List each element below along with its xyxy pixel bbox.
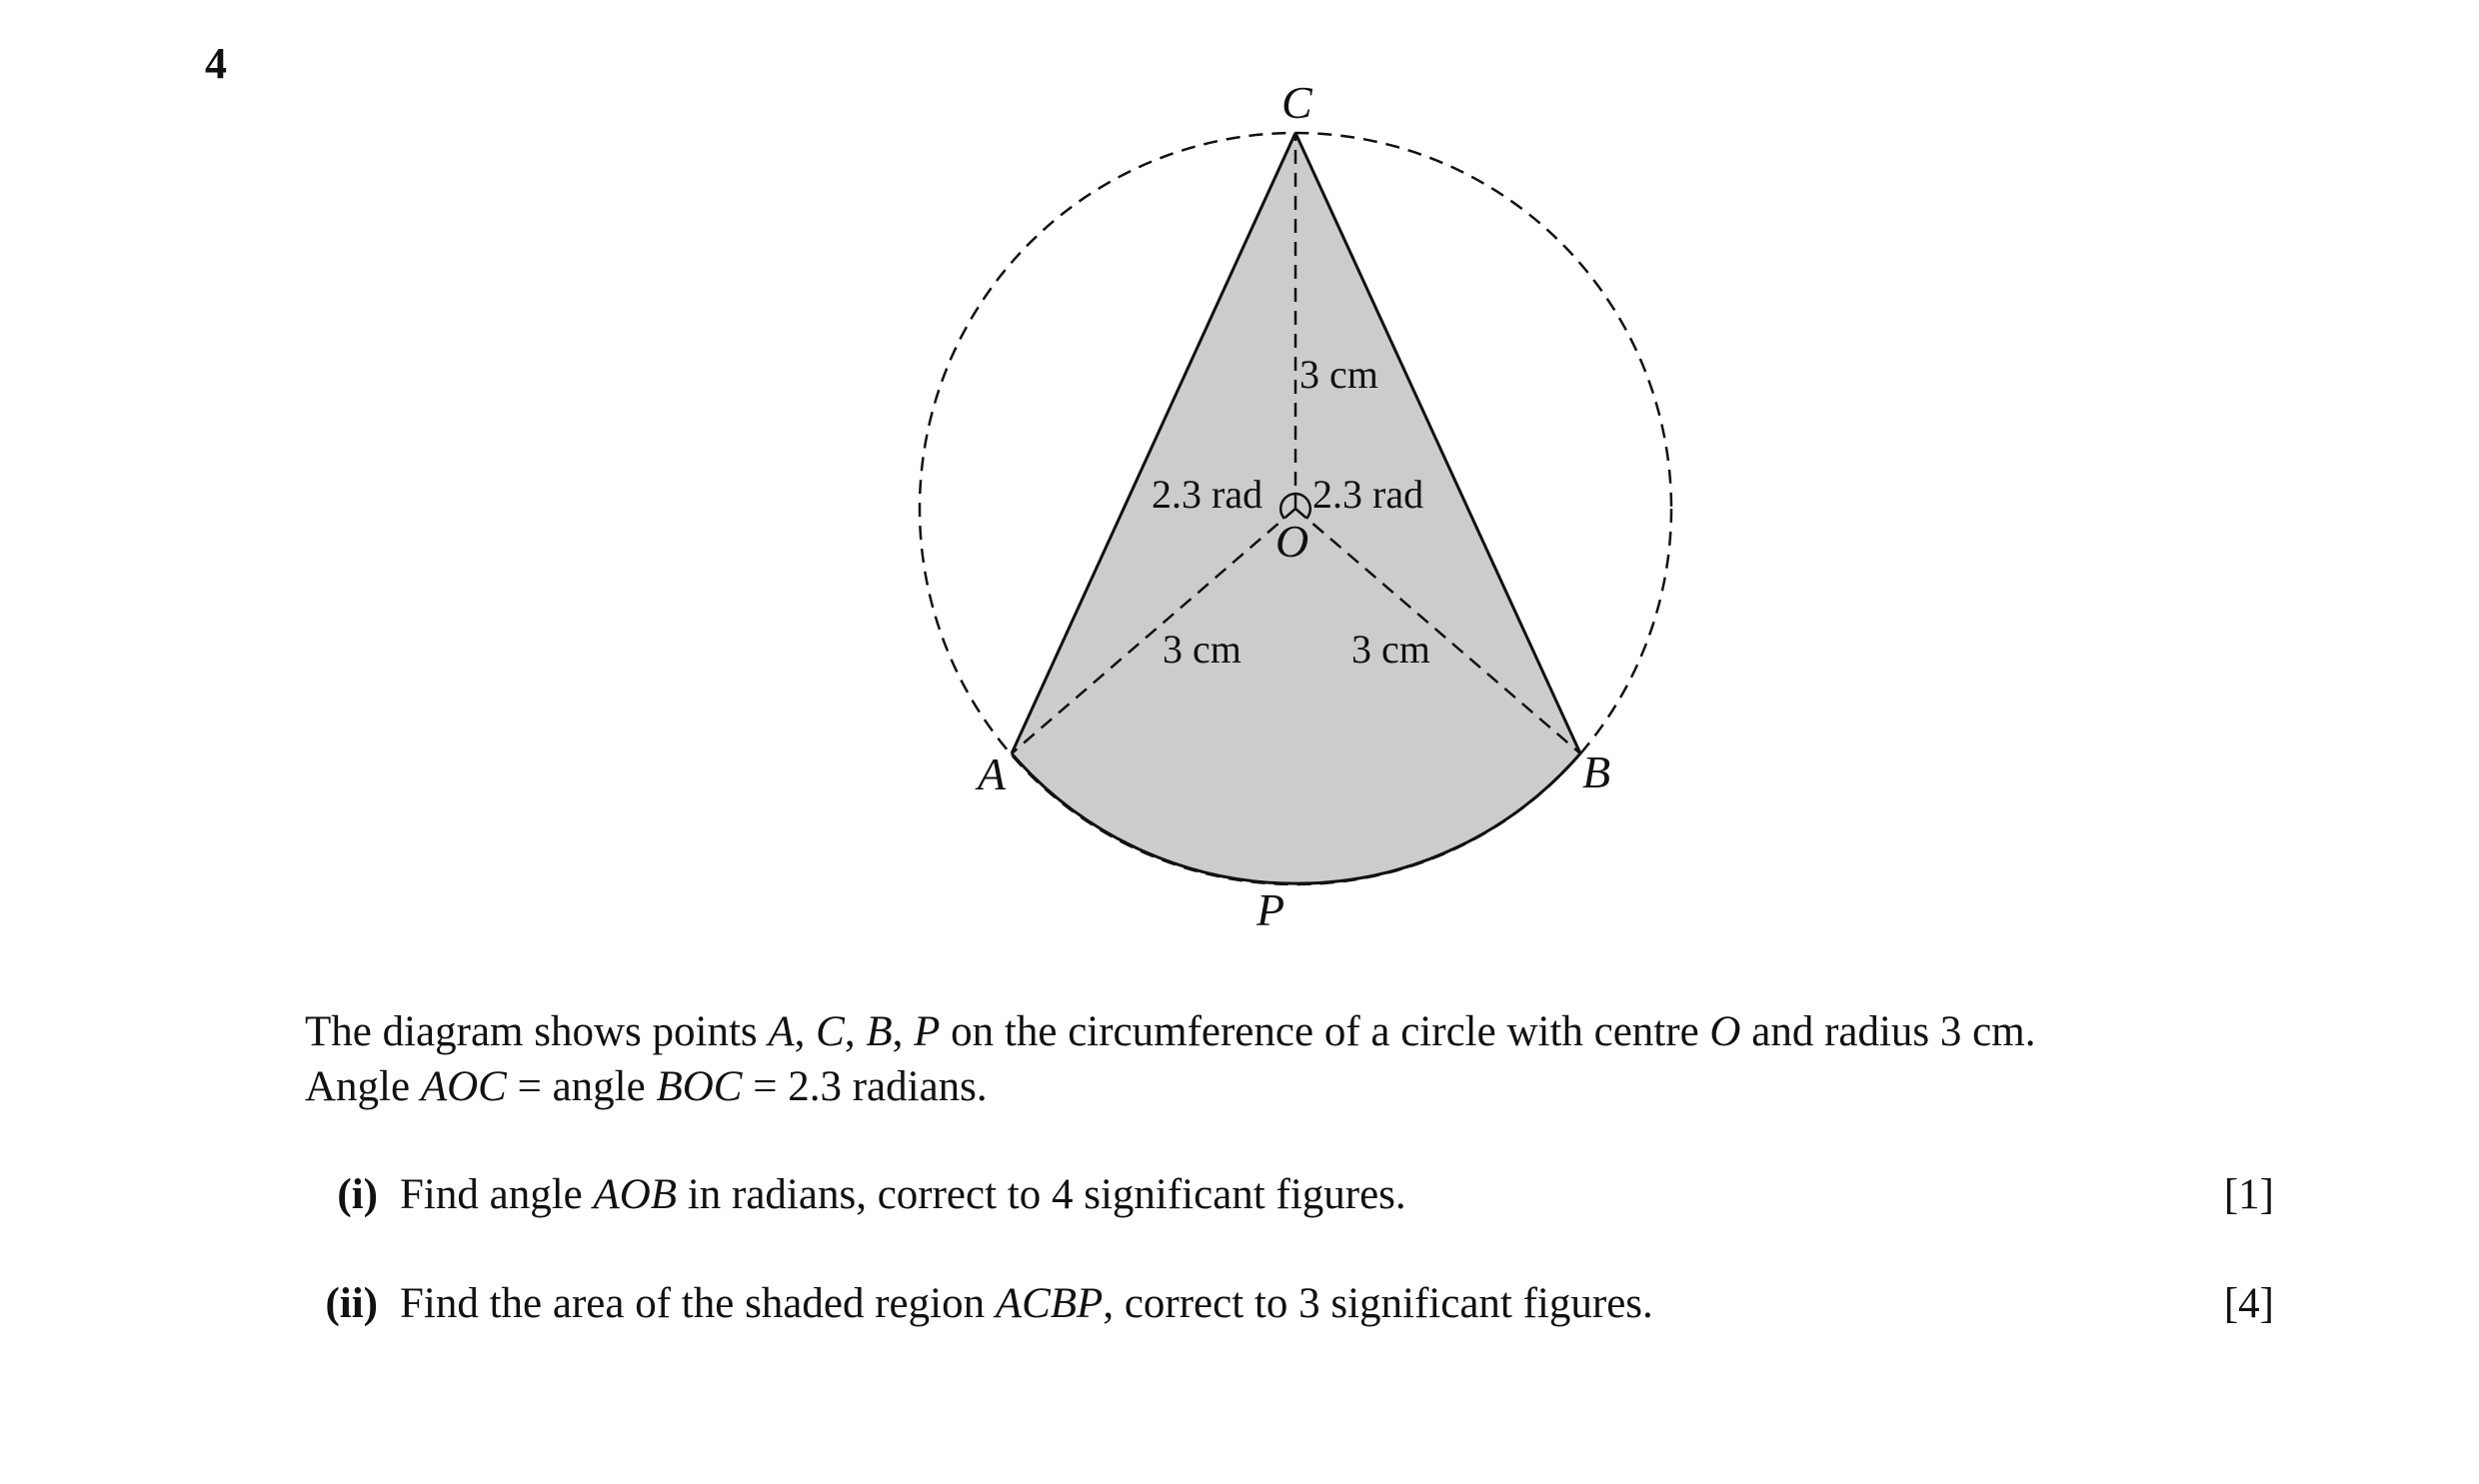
stem-line-1: The diagram shows points A, C, B, P on the circumference of a circle with centre O and radius 3 cm. (305, 1008, 2036, 1055)
angle-label-BOC: 2.3 rad (1312, 472, 1424, 517)
radius-label-OC: 3 cm (1299, 352, 1378, 397)
part-text: Find angle AOB in radians, correct to 4 significant figures. (400, 1171, 1406, 1218)
point-label-C: C (1281, 77, 1312, 128)
part-text: Find the area of the shaded region ACBP, correct to 3 significant figures. (400, 1280, 1653, 1327)
point-label-B: B (1582, 746, 1611, 797)
radius-label-OA: 3 cm (1163, 627, 1241, 672)
question-stem (305, 1004, 2284, 1114)
marks-label: [4] (2223, 1280, 2274, 1327)
marks-label: [1] (2223, 1171, 2274, 1218)
angle-label-AOC: 2.3 rad (1152, 472, 1263, 517)
part-number: (i) (337, 1171, 378, 1218)
part-number: (ii) (325, 1280, 378, 1327)
point-label-O: O (1275, 516, 1309, 567)
point-label-A: A (978, 748, 1007, 799)
stem-line-2: Angle AOC = angle BOC = 2.3 radians. (305, 1063, 988, 1110)
question-number: 4 (205, 39, 227, 88)
radius-label-OB: 3 cm (1351, 627, 1430, 672)
point-label-P: P (1256, 884, 1285, 935)
